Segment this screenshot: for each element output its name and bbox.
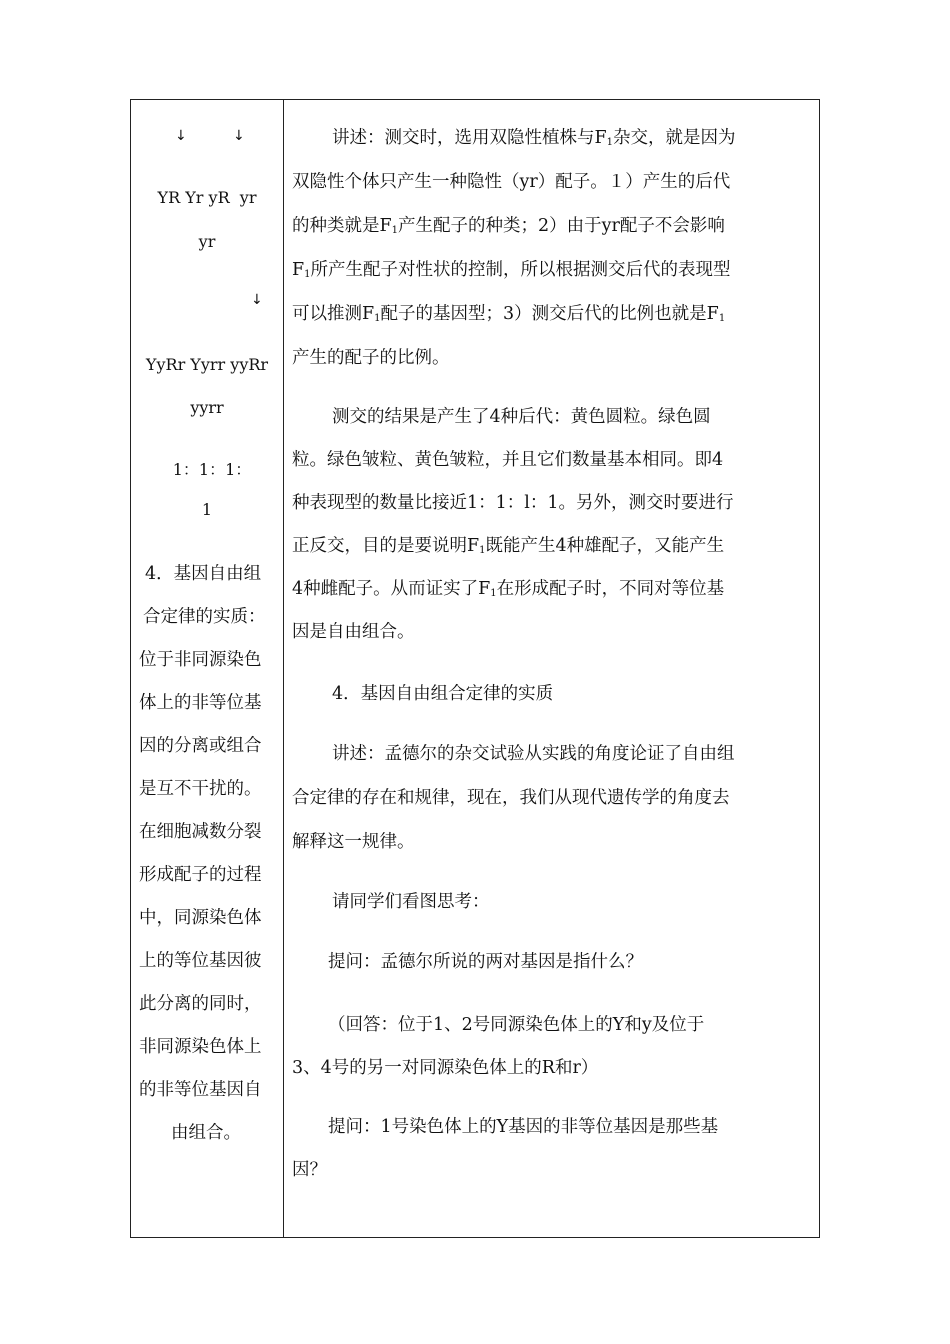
essence-line: 的非等位基因自 [139,1080,262,1100]
testcross-paragraph-line: 讲述：测交时，选用双隐性植株与$F_1$杂交，就是因为 [332,128,736,148]
testcross-paragraph-line: 可以推测$F_1$配子的基因型；3）测交后代的比例也就是$F_1$ [292,304,726,324]
result-paragraph-line: 4种雌配子。从而证实了$F_1$在形成配子时，不同对等位基 [292,579,725,599]
essence-line: 合定律的实质： [143,607,266,627]
essence-line: 位于非同源染色 [139,650,262,670]
answer-line: （回答：位于1、2号同源染色体上的Y和y及位于 [328,1015,705,1035]
result-paragraph-line: 粒。绿色皱粒、黄色皱粒，并且它们数量基本相同。即4 [292,450,724,470]
essence-line: 此分离的同时， [139,994,262,1014]
explanation-paragraph-line: 讲述：孟德尔的杂交试验从实践的角度论证了自由组 [332,744,735,764]
testcross-paragraph-line: 产生的配子的比例。 [292,348,450,368]
essence-line: 4．基因自由组 [145,564,262,584]
question-line: 提问：1号染色体上的Y基因的非等位基因是那些基 [328,1117,719,1137]
essence-line: 上的等位基因彼 [139,951,262,971]
content-table [130,99,820,1238]
testcross-paragraph-line: 双隐性个体只产生一种隐性（yr）配子。１）产生的后代 [292,172,731,192]
ratio-line: 1：1：1： [172,460,252,479]
essence-line: 由组合。 [171,1123,241,1143]
gamete-line: YR Yr yR yr [157,188,257,207]
essence-line: 体上的非等位基 [139,693,262,713]
right-column [284,100,820,1237]
question-line: 提问：孟德尔所说的两对基因是指什么？ [328,952,643,972]
prompt-line: 请同学们看图思考： [332,892,490,912]
result-paragraph-line: 因是自由组合。 [292,622,415,642]
testcross-paragraph-line: $F_1$所产生配子对性状的控制，所以根据测交后代的表现型 [292,260,731,280]
left-column [131,100,283,1237]
essence-line: 形成配子的过程 [139,865,262,885]
down-arrow-icon: ↓ [175,128,187,144]
ratio-line: 1 [201,500,213,519]
down-arrow-icon: ↓ [251,292,263,308]
explanation-paragraph-line: 合定律的存在和规律，现在，我们从现代遗传学的角度去 [292,788,730,808]
essence-line: 中，同源染色体 [139,908,262,928]
testcross-paragraph-line: 的种类就是$F_1$产生配子的种类；2）由于yr配子不会影响 [292,216,725,236]
result-paragraph-line: 正反交，目的是要说明$F_1$既能产生4种雄配子，又能产生 [292,536,725,556]
gamete-line: yr [198,232,216,251]
offspring-line: yyrr [190,398,224,417]
essence-line: 在细胞减数分裂 [139,822,262,842]
result-paragraph-line: 种表现型的数量比接近1：1：l：1。另外，测交时要进行 [292,493,734,513]
section-heading: 4．基因自由组合定律的实质 [332,684,554,704]
essence-line: 是互不干扰的。 [139,779,262,799]
answer-line: 3、4号的另一对同源染色体上的R和r） [292,1058,599,1078]
essence-line: 非同源染色体上 [139,1037,262,1057]
explanation-paragraph-line: 解释这一规律。 [292,832,415,852]
offspring-line: YyRr Yyrr yyRr [145,355,269,374]
essence-line: 因的分离或组合 [139,736,262,756]
result-paragraph-line: 测交的结果是产生了4种后代：黄色圆粒。绿色圆 [332,407,711,427]
question-line: 因？ [292,1160,327,1180]
down-arrow-icon: ↓ [233,128,245,144]
